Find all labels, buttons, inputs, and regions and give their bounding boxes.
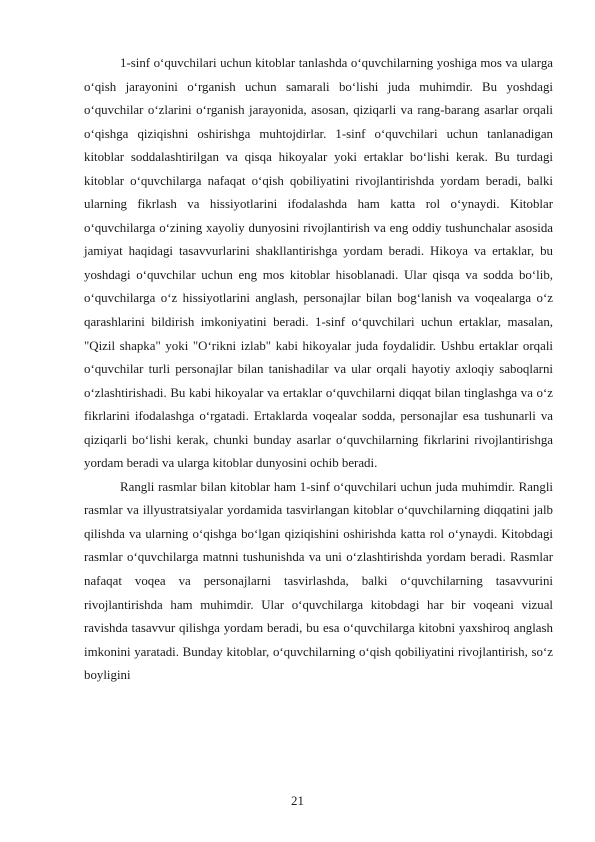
paragraph-1: 1-sinf o‘quvchilari uchun kitoblar tanlashda o‘quvchilarning yoshiga mos va ularga o‘qish jarayonini o‘rganish uchun samarali bo‘lishi juda muhimdir. Bu yoshdagi o‘quvchilar o‘zlarini o‘rganish jarayonida, asosan, qiziqarli va rang-barang asarlar orqali o‘qishga qiziqishni oshirishga muhtojdirlar. 1-sinf o‘quvchilari uchun tanlanadigan kitoblar soddalashtirilgan va qisqa hikoyalar yoki ertaklar bo‘lishi kerak. Bu turdagi kitoblar o‘quvchilarga nafaqat o‘qish qobiliyatini rivojlantirishda yordam beradi, balki ularning fikrlash va hissiyotlarini ifodalashda ham katta rol o‘ynaydi. Kitoblar o‘quvchilarga o‘zining xayoliy dunyosini rivojlantirish va eng oddiy tushunchalar asosida jamiyat haqidagi tasavvurlarini shakllantirishga yordam beradi. Hikoya va ertaklar, bu yoshdagi o‘quvchilar uchun eng mos kitoblar hisoblanadi. Ular qisqa va sodda bo‘lib, o‘quvchilarga o‘z hissiyotlarini anglash, personajlar bilan bog‘lanish va voqealarga o‘z qarashlarini bildirish imkoniyatini beradi. 1-sinf o‘quvchilari uchun ertaklar, masalan, "Qizil shapka" yoki "O‘rikni izlab" kabi hikoyalar juda foydalidir. Ushbu ertaklar orqali o‘quvchilar turli personajlar bilan tanishadilar va ular orqali hayotiy axloqiy saboqlarni o‘zlashtirishadi. Bu kabi hikoyalar va ertaklar o‘quvchilarni diqqat bilan tinglashga va o‘z fikrlarini ifodalashga o‘rgatadi. Ertaklarda voqealar sodda, personajlar esa tushunarli va qiziqarli bo‘lishi kerak, chunki bunday asarlar o‘quvchilarning fikrlarini rivojlantirishga yordam beradi va ularga kitoblar dunyosini ochib beradi.: [84, 56, 553, 471]
paragraph-2: Rangli rasmlar bilan kitoblar ham 1-sinf o‘quvchilari uchun juda muhimdir. Rangli rasmlar va illyustratsiyalar yordamida tasvirlangan kitoblar o‘quvchilarning diqqatini jalb qilishda va ularning o‘qishga bo‘lgan qiziqishini oshirishda katta rol o‘ynaydi. Kitobdagi rasmlar o‘quvchilarga matnni tushunishda va uni o‘zlashtirishda yordam beradi. Rasmlar nafaqat voqea va personajlarni tasvirlashda, balki o‘quvchilarning tasavvurini rivojlantirishda ham muhimdir. Ular o‘quvchilarga kitobdagi har bir voqeani vizual ravishda tasavvur qilishga yordam beradi, bu esa o‘quvchilarga kitobni yaxshiroq anglash imkonini yaratadi. Bunday kitoblar, o‘quvchilarning o‘qish qobiliyatini rivojlantirish, so‘z boyligini: [84, 479, 553, 683]
body-text: [84, 52, 553, 688]
page-number: 21: [291, 794, 304, 808]
